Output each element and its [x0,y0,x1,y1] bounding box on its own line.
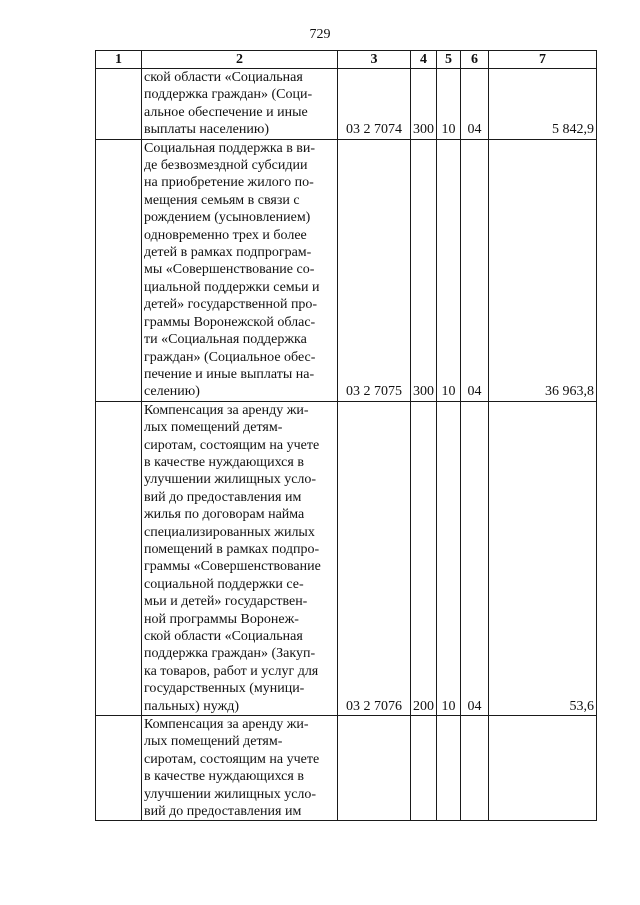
header-cell-3: 3 [338,51,411,69]
description-line: селению) [144,384,200,400]
table-row [96,716,597,821]
description-line: детей» государственной про- [144,297,318,313]
description-line: ской области «Социальная [144,629,303,644]
description-line: граждан» (Социальное обес- [144,349,316,365]
description-line: пальных) нужд) [144,698,240,714]
expense-type-cell [411,716,437,821]
section-cell: 10 [437,401,461,715]
description-line: лых помещений детям- [144,420,283,436]
description-cell [142,401,338,715]
description-line: улучшении жилищных усло- [144,786,317,802]
description-line: альное обеспечение и иные [144,104,308,120]
description-cell [142,716,338,821]
table-body [96,69,597,821]
description-line: на приобретение жилого по- [144,175,314,191]
row-number-cell [96,139,142,401]
subsection-cell: 04 [461,69,489,140]
description-line: ти «Социальная поддержка [144,332,307,348]
description-line: вий до предоставления им [144,489,302,505]
section-cell: 10 [437,69,461,140]
description-line: поддержка граждан» (Закуп- [144,646,316,662]
amount-cell: 36 963,8 [489,139,597,401]
description-line: одновременно трех и более [144,227,307,243]
expense-type-cell: 300 [411,69,437,140]
header-cell-5: 5 [437,51,461,69]
description-line: мы «Совершенствование со- [144,262,315,278]
table-row [96,139,597,401]
description-line: ка товаров, работ и услуг для [144,663,319,679]
description-line: рождением (усыновлением) [144,210,311,226]
description-line: социальной поддержки се- [144,576,304,592]
description-line: граммы Воронежской облас- [144,314,316,330]
description-cell [142,69,338,140]
description-line: помещений в рамках подпро- [144,541,320,557]
description-line: улучшении жилищных усло- [144,472,317,488]
description-line: ной программы Воронеж- [144,611,299,627]
budget-table [95,50,597,821]
description-line: граммы «Совершенствование [144,559,321,575]
description-line: мещения семьям в связи с [144,192,300,208]
description-line: циальной поддержки семьи и [144,279,320,295]
amount-cell: 53,6 [489,401,597,715]
header-row [96,51,597,69]
description-line: поддержка граждан» (Соци- [144,87,313,103]
header-cell-7: 7 [489,51,597,69]
description-line: выплаты населению) [144,122,269,138]
amount-cell [489,716,597,821]
target-code-cell: 03 2 7075 [338,139,411,401]
expense-type-cell: 300 [411,139,437,401]
description-cell [142,139,338,401]
description-line: де безвозмездной субсидии [144,158,308,174]
row-number-cell [96,401,142,715]
header-cell-4: 4 [411,51,437,69]
table-row [96,69,597,140]
description-line: государственных (муници- [144,681,305,697]
row-number-cell [96,69,142,140]
header-cell-2: 2 [142,51,338,69]
description-line: детей в рамках подпрограм- [144,245,312,261]
description-line: в качестве нуждающихся в [144,454,304,470]
page-number: 729 [309,27,331,42]
description-line: печение и иные выплаты на- [144,366,315,382]
header-cell-1: 1 [96,51,142,69]
description-line: вий до предоставления им [144,804,302,820]
description-line: жилья по договорам найма [144,507,305,523]
amount-cell: 5 842,9 [489,69,597,140]
target-code-cell: 03 2 7074 [338,69,411,140]
target-code-cell [338,716,411,821]
description-line: специализированных жилых [144,524,315,540]
description-line: мьи и детей» государствен- [144,594,308,610]
description-line: лых помещений детям- [144,734,283,750]
subsection-cell: 04 [461,139,489,401]
description-line: Компенсация за аренду жи- [144,717,309,733]
section-cell: 10 [437,139,461,401]
description-line: Социальная поддержка в ви- [144,140,316,156]
table-row [96,401,597,715]
header-cell-6: 6 [461,51,489,69]
description-line: сиротам, состоящим на учете [144,751,320,767]
description-line: Компенсация за аренду жи- [144,402,309,418]
expense-type-cell: 200 [411,401,437,715]
row-number-cell [96,716,142,821]
subsection-cell: 04 [461,401,489,715]
target-code-cell: 03 2 7076 [338,401,411,715]
subsection-cell [461,716,489,821]
description-line: сиротам, состоящим на учете [144,437,320,453]
description-line: ской области «Социальная [144,70,303,85]
description-line: в качестве нуждающихся в [144,769,304,785]
section-cell [437,716,461,821]
